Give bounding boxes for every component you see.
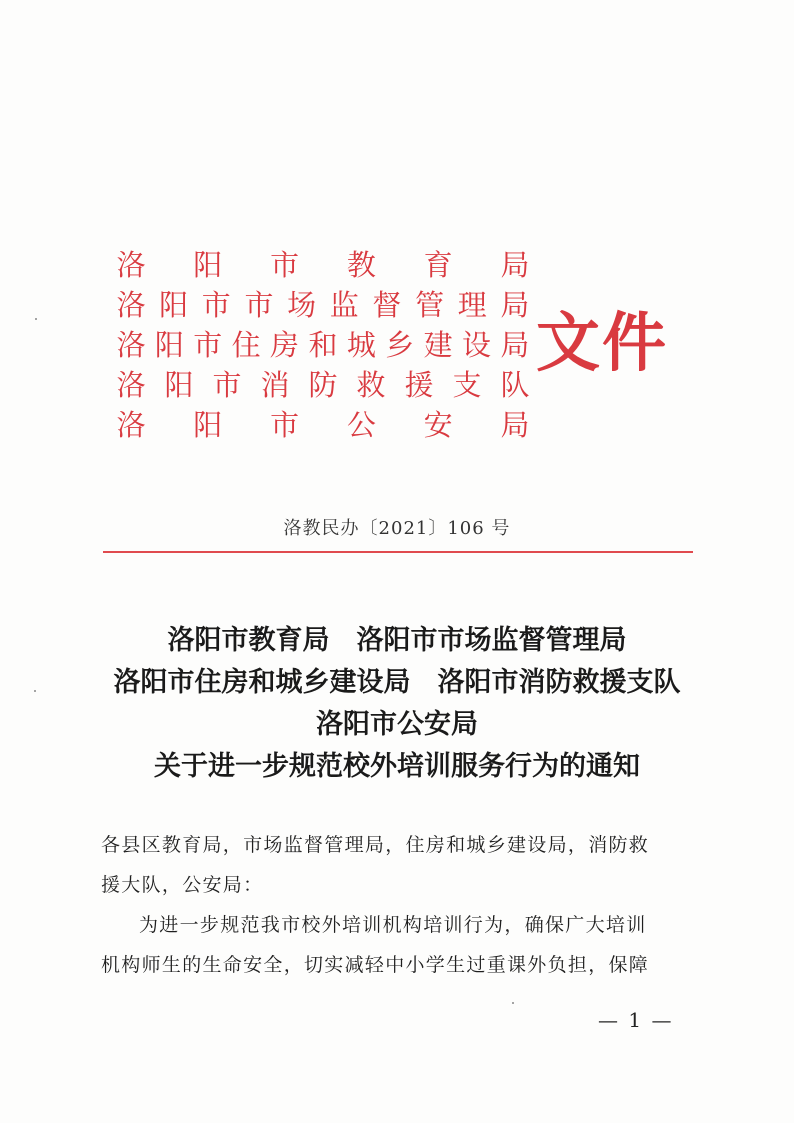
agency-char: 阳 <box>164 368 194 402</box>
agency-char: 教 <box>346 248 376 282</box>
agency-char: 理 <box>457 288 487 322</box>
agency-char: 房 <box>270 328 300 362</box>
agency-char: 洛 <box>116 288 146 322</box>
agency-char: 局 <box>500 288 530 322</box>
agency-char: 管 <box>415 288 445 322</box>
agency-char: 阳 <box>154 328 184 362</box>
title-line-1: 洛阳市教育局 洛阳市市场监督管理局 <box>167 625 627 656</box>
agency-line <box>116 365 530 405</box>
agency-line <box>116 245 530 285</box>
agency-char: 市 <box>193 328 223 362</box>
agency-char: 救 <box>356 368 386 402</box>
agency-char: 局 <box>500 408 530 442</box>
title-line-4: 关于进一步规范校外培训服务行为的通知 <box>154 751 640 782</box>
agency-char: 育 <box>423 248 453 282</box>
agency-char: 洛 <box>116 248 146 282</box>
agency-char: 防 <box>308 368 338 402</box>
agency-char: 阳 <box>193 408 223 442</box>
agency-char: 住 <box>231 328 261 362</box>
agency-char: 局 <box>500 328 530 362</box>
agency-char: 市 <box>212 368 242 402</box>
agency-char: 监 <box>329 288 359 322</box>
agency-char: 洛 <box>116 368 146 402</box>
agency-char: 市 <box>244 288 274 322</box>
addressee-line-2: 援大队，公安局： <box>101 874 264 896</box>
agency-char: 市 <box>270 408 300 442</box>
agency-line <box>116 405 530 445</box>
agency-char: 和 <box>308 328 338 362</box>
paragraph-1-line-2: 机构师生的生命安全，切实减轻中小学生过重课外负担，保障 <box>101 954 650 976</box>
agency-char: 队 <box>500 368 530 402</box>
agency-char: 建 <box>423 328 453 362</box>
agency-char: 督 <box>372 288 402 322</box>
agency-char: 支 <box>452 368 482 402</box>
document-number: 洛教民办〔2021〕106 号 <box>283 518 511 539</box>
notice-title <box>0 620 794 788</box>
agency-char: 城 <box>346 328 376 362</box>
agency-char: 公 <box>346 408 376 442</box>
issuing-agencies <box>116 245 530 445</box>
title-line-3: 洛阳市公安局 <box>316 709 478 740</box>
notice-body <box>101 825 693 985</box>
agency-line <box>116 285 530 325</box>
agency-char: 阳 <box>193 248 223 282</box>
scan-speck <box>35 318 37 320</box>
agency-char: 阳 <box>159 288 189 322</box>
agency-char: 市 <box>270 248 300 282</box>
agency-char: 洛 <box>116 408 146 442</box>
agency-char: 洛 <box>116 328 146 362</box>
scan-speck <box>512 1002 514 1004</box>
agency-char: 市 <box>201 288 231 322</box>
agency-char: 援 <box>404 368 434 402</box>
document-type-label: 文件 <box>536 307 668 381</box>
agency-line <box>116 325 530 365</box>
agency-char: 消 <box>260 368 290 402</box>
red-separator-line <box>103 551 693 553</box>
title-line-2: 洛阳市住房和城乡建设局 洛阳市消防救援支队 <box>113 667 681 698</box>
page-number: — 1 — <box>598 1008 674 1032</box>
addressee-line-1: 各县区教育局，市场监督管理局，住房和城乡建设局，消防救 <box>101 834 650 856</box>
paragraph-1-line-1: 为进一步规范我市校外培训机构培训行为，确保广大培训 <box>139 914 647 936</box>
scan-speck <box>34 690 36 692</box>
agency-char: 安 <box>423 408 453 442</box>
agency-char: 场 <box>287 288 317 322</box>
agency-char: 局 <box>500 248 530 282</box>
agency-char: 设 <box>462 328 492 362</box>
agency-char: 乡 <box>385 328 415 362</box>
